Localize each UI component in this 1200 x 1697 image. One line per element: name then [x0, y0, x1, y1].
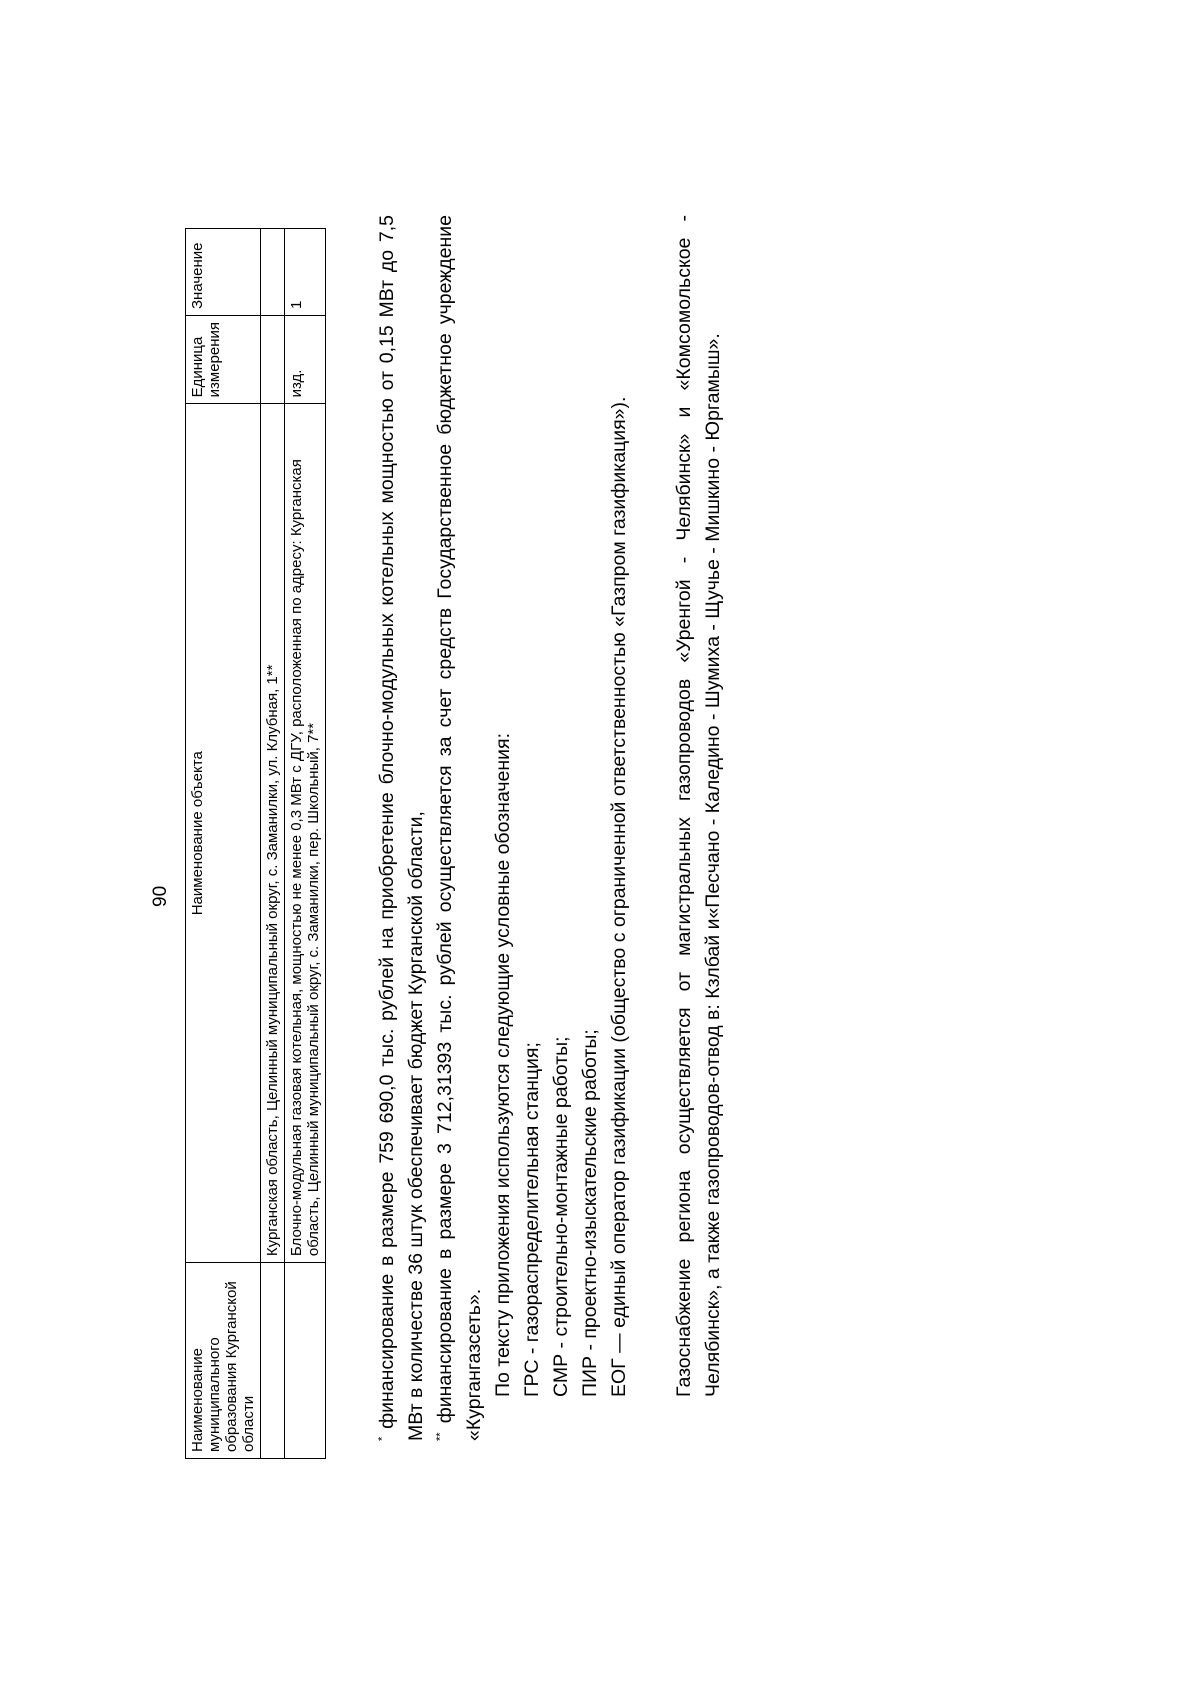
cell-value	[261, 229, 285, 316]
header-object: Наименование объекта	[186, 404, 261, 1263]
objects-table	[185, 228, 326, 1459]
abbreviation-item: ЕОГ — единый оператор газификации (общество с ограниченной ответственностью «Газпром газификация»).	[608, 396, 630, 1397]
table-row	[261, 229, 285, 1459]
abbreviations-intro: По тексту приложения используются следующие условные обозначения:	[492, 733, 514, 1397]
abbreviation-item: ГРС - газораспределительная станция;	[521, 1042, 543, 1397]
cell-object: Курганская область, Целинный муниципальный округ, с. Заманилки, ул. Клубная, 1**	[261, 404, 285, 1263]
footnote-2	[431, 215, 489, 1465]
gas-supply-paragraph: Газоснабжение региона осуществляется от магистральных газопроводов «Уренгой - Челябинск» и «Комсомольское - Челябинск», а также газопроводов-отвод в: Кзлбай и«Песчано - Каледино - Шумиха - Щучье - Мишкино - Юргамыш».	[673, 215, 724, 1397]
cell-object: Блочно-модульная газовая котельная, мощностью не менее 0,3 МВт с ДГУ, расположенная по адресу: Курганская область, Целинный муниципальный округ, с. Заманилки, пер. Школьный, 7**	[285, 404, 326, 1263]
body-text	[373, 215, 728, 1465]
header-unit: Единица измерения	[186, 316, 261, 404]
page-number: 90	[150, 885, 171, 907]
footnote-1	[373, 215, 431, 1465]
cell-unit	[261, 316, 285, 404]
abbreviation-item: СМР - строительно-монтажные работы;	[550, 1036, 572, 1397]
footnote-text: финансирование в размере 3 712,31393 тыс. рублей осуществляется за счет средств Государственное бюджетное учреждение «Кургангазсеть».	[434, 215, 485, 1441]
table-row	[285, 229, 326, 1459]
cell-municipality	[261, 1263, 285, 1459]
cell-unit: изд.	[285, 316, 326, 404]
footnote-mark: **	[434, 1432, 447, 1441]
footnote-text: финансирование в размере 759 690,0 тыс. рублей на приобретение блочно-модульных котельных мощностью от 0,15 МВт до 7,5 МВт в количестве 36 штук обеспечивает бюджет Курганской области,	[376, 215, 427, 1441]
header-value: Значение	[186, 229, 261, 316]
footnote-mark: *	[376, 1436, 389, 1441]
table-header-row	[186, 229, 261, 1459]
cell-value: 1	[285, 229, 326, 316]
header-municipality: Наименование муниципального образования Курганской области	[186, 1263, 261, 1459]
cell-municipality	[285, 1263, 326, 1459]
abbreviation-item: ПИР - проектно-изыскательские работы;	[579, 1029, 601, 1397]
